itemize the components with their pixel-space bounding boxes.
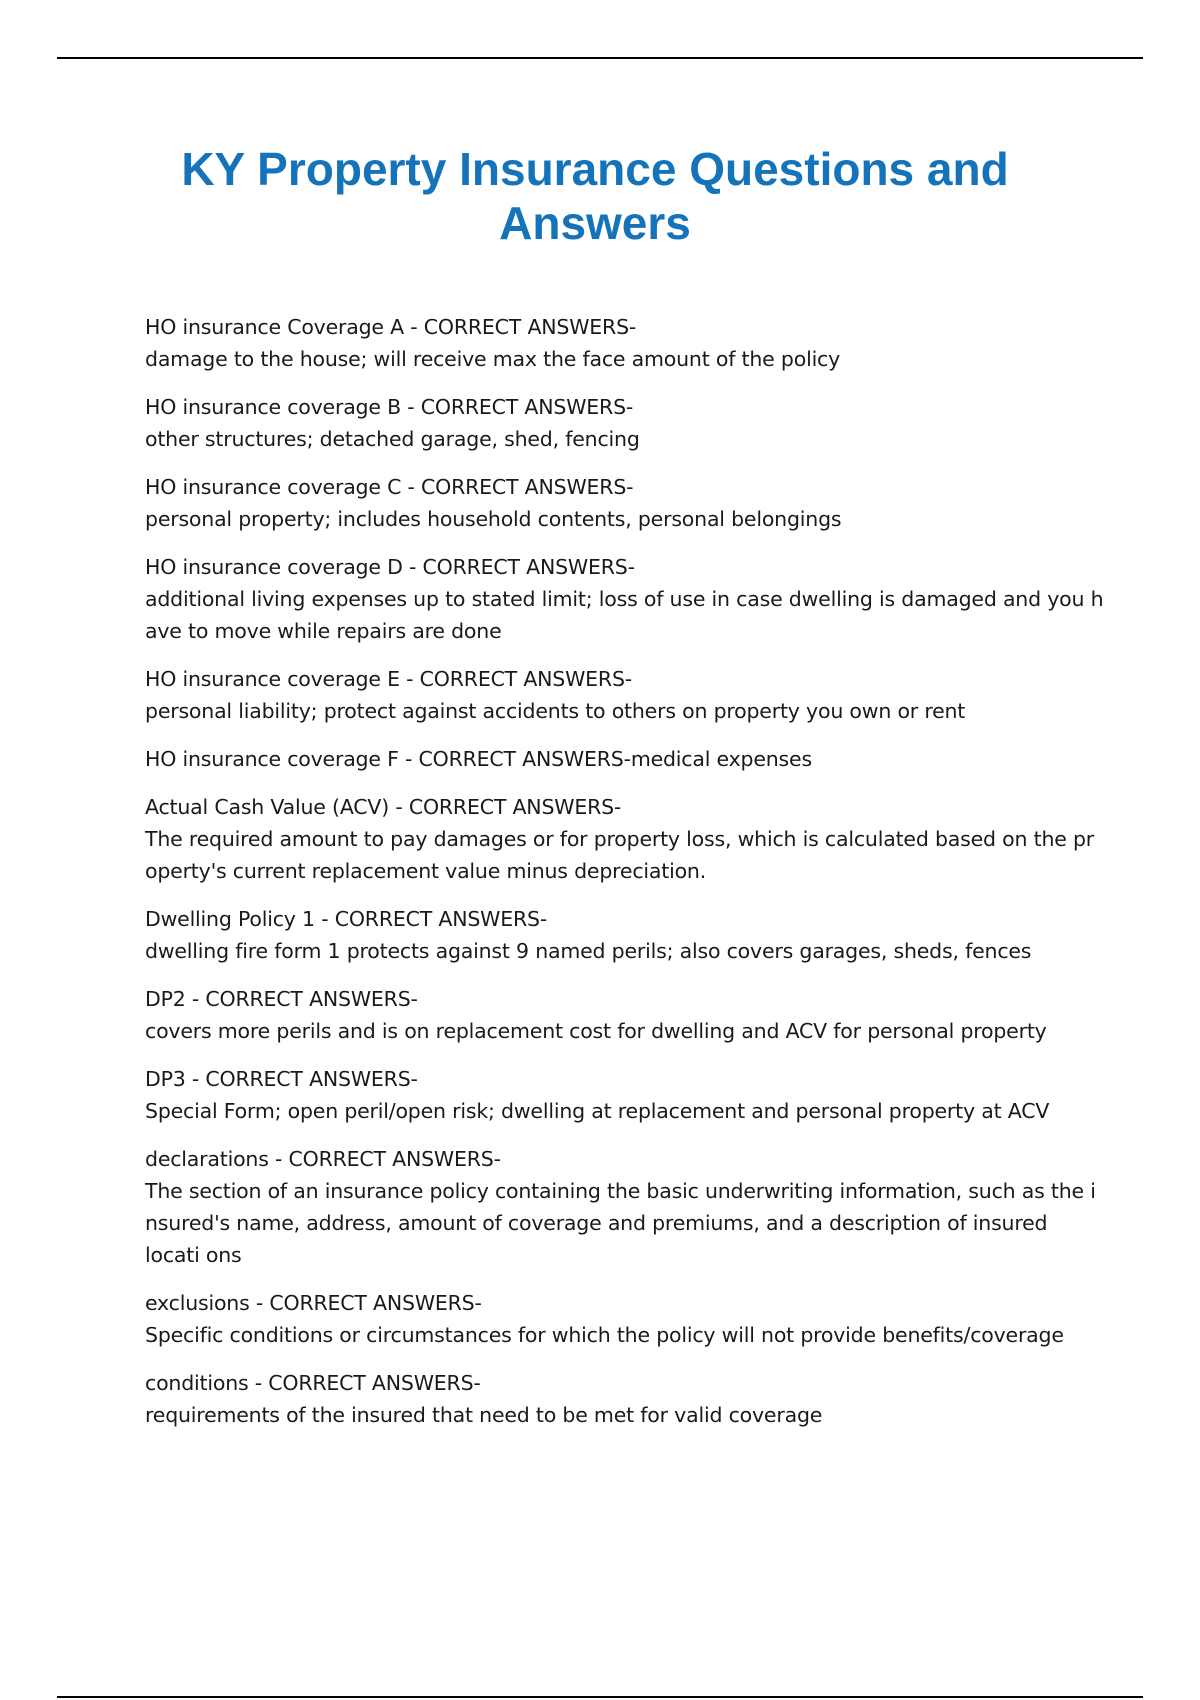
answer: The section of an insurance policy containing the basic underwriting information, such as the i nsured's name, address, amount of coverage and premiums, and a description of insured locati ons [145, 1179, 1096, 1267]
footer-rule [57, 1696, 1143, 1698]
qa-item [145, 471, 1105, 535]
qa-list [145, 311, 1105, 1447]
answer: medical expenses [630, 747, 812, 771]
question: DP3 - CORRECT ANSWERS- [145, 1067, 418, 1091]
question: HO insurance coverage C - CORRECT ANSWERS- [145, 475, 634, 499]
answer: damage to the house; will receive max the face amount of the policy [145, 347, 841, 371]
qa-item [145, 903, 1105, 967]
question: DP2 - CORRECT ANSWERS- [145, 987, 418, 1011]
header-rule [57, 57, 1143, 59]
qa-item [145, 1367, 1105, 1431]
question: declarations - CORRECT ANSWERS- [145, 1147, 501, 1171]
qa-item [145, 743, 1105, 775]
qa-item [145, 1287, 1105, 1351]
question: HO insurance coverage F - CORRECT ANSWERS- [145, 747, 631, 771]
question: Dwelling Policy 1 - CORRECT ANSWERS- [145, 907, 548, 931]
answer: other structures; detached garage, shed, fencing [145, 427, 640, 451]
document-title: KY Property Insurance Questions and Answers [181, 143, 1009, 249]
answer: dwelling fire form 1 protects against 9 named perils; also covers garages, sheds, fences [145, 939, 1032, 963]
qa-item [145, 791, 1105, 887]
question: HO insurance coverage E - CORRECT ANSWERS- [145, 667, 632, 691]
question: Actual Cash Value (ACV) - CORRECT ANSWERS- [145, 795, 622, 819]
question: HO insurance Coverage A - CORRECT ANSWERS- [145, 315, 637, 339]
answer: requirements of the insured that need to be met for valid coverage [145, 1403, 823, 1427]
qa-item [145, 391, 1105, 455]
qa-item [145, 983, 1105, 1047]
qa-item [145, 311, 1105, 375]
answer: Special Form; open peril/open risk; dwelling at replacement and personal property at ACV [145, 1099, 1050, 1123]
question: exclusions - CORRECT ANSWERS- [145, 1291, 482, 1315]
answer: additional living expenses up to stated limit; loss of use in case dwelling is damaged and you h ave to move while repairs are done [145, 587, 1104, 643]
qa-item [145, 551, 1105, 647]
answer: personal property; includes household contents, personal belongings [145, 507, 842, 531]
question: conditions - CORRECT ANSWERS- [145, 1371, 481, 1395]
answer: covers more perils and is on replacement cost for dwelling and ACV for personal property [145, 1019, 1047, 1043]
qa-item [145, 1143, 1105, 1271]
qa-item [145, 663, 1105, 727]
qa-item [145, 1063, 1105, 1127]
answer: The required amount to pay damages or for property loss, which is calculated based on the pr operty's current replacement value minus depreciation. [145, 827, 1095, 883]
answer: personal liability; protect against accidents to others on property you own or rent [145, 699, 966, 723]
question: HO insurance coverage B - CORRECT ANSWERS- [145, 395, 634, 419]
question: HO insurance coverage D - CORRECT ANSWERS- [145, 555, 635, 579]
answer: Specific conditions or circumstances for which the policy will not provide benefits/coverage [145, 1323, 1064, 1347]
